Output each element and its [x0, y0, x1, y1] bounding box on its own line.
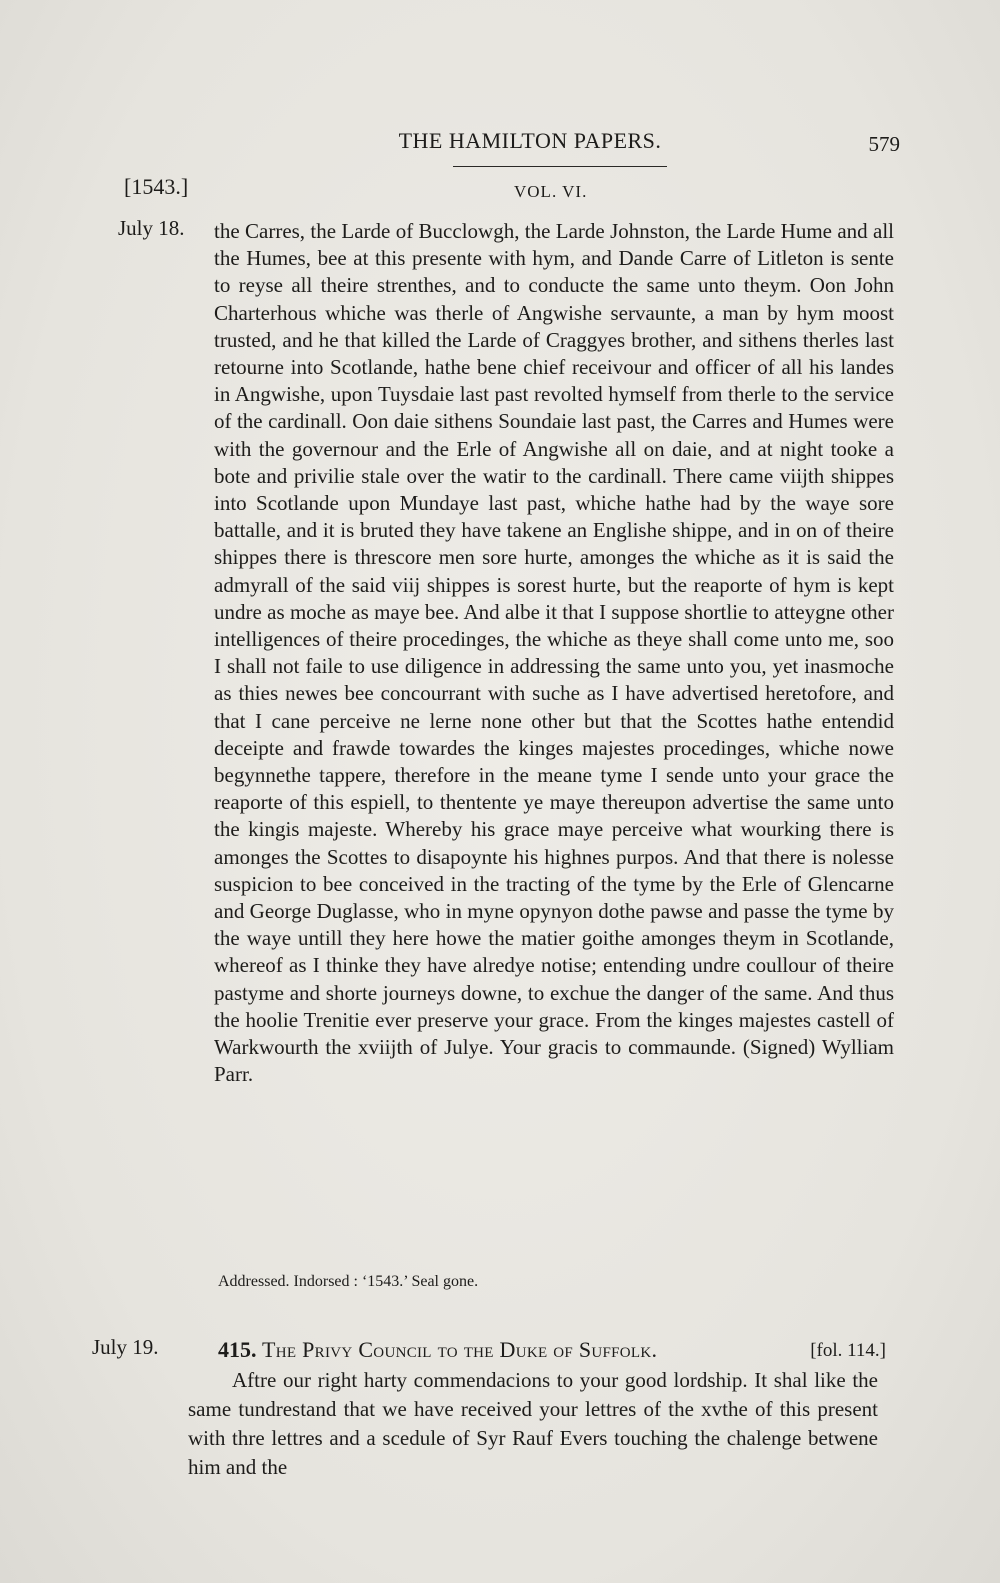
volume-label: VOL. VI.: [514, 182, 588, 201]
letter-text-2: Aftre our right harty commendacions to your good lordship. It shal like the same tundrestand that we have received your lettres of the xvthe of this present with thre lettres and a scedule of Syr Rauf Evers touching the chalenge betwene him and the: [188, 1368, 878, 1479]
document-number: 415.: [218, 1337, 257, 1362]
running-title: THE HAMILTON PAPERS.: [398, 128, 662, 153]
letter-body-privy-council: [188, 1366, 878, 1482]
document-heading: [218, 1337, 657, 1363]
endorsement-note: Addressed. Indorsed : ‘1543.’ Seal gone.: [218, 1273, 479, 1290]
year-label: [1543.]: [124, 174, 189, 199]
document-title: The Privy Council to the Duke of Suffolk.: [262, 1337, 658, 1362]
letter-body-parr: [214, 218, 894, 1089]
header-rule: [453, 166, 667, 167]
entry-date-july-19: July 19.: [92, 1335, 159, 1359]
folio-reference: [fol. 114.]: [810, 1340, 886, 1361]
entry-date-july-18: July 18.: [118, 216, 185, 240]
page-number: 579: [868, 132, 900, 156]
letter-text: the Carres, the Larde of Bucclowgh, the Larde Johnston, the Larde Hume and all the Humes, bee at this presente with hym, and Dande Carre of Litleton is sente to reyse all theire strenthes, and to conducte the same unto theym. Oon John Charterhous whiche was therle of Angwishe servaunte, a man by hym moost trusted, and he that killed the Larde of Craggyes brother, and sithens therles last retourne into Scotlande, hathe bene chief receivour and officer of all his landes in Angwishe, upon Tuysdaie last past revolted hymself from therle to the service of the cardinall. Oon daie sithens Soundaie last past, the Carres and Humes were with the governour and the Erle of Angwishe all on daie, and at night tooke a bote and privilie stale over the watir to the cardinall. There came viijth shippes into Scotlande upon Mundaye last past, whiche hathe had by the waye sore battalle, and it is bruted they have takene an Englishe shippe, and in on of theire shippes there is threscore men sore hurte, amonges the whiche as it is said the admyrall of the said viij shippes is sorest hurte, but the reaporte of hym is kept undre as moche as maye bee. And albe it that I suppose shortlie to atteygne other intelligences of theire procedinges, the whiche as theye shall come unto me, soo I shall not faile to use diligence in addressing the same unto you, yet inasmoche as thies newes bee concourrant with suche as I have advertised heretofore, and that I cane perceive ne lerne none other but that the Scottes hathe entendid deceipte and frawde towardes the kinges majestes procedinges, whiche nowe begynnethe tappere, therefore in the meane tyme I sende unto your grace the reaporte of this espiell, to thentente ye maye thereupon advertise the same unto the kingis majeste. Whereby his grace maye perceive what wourking there is amonges the Scottes to disapoynte his highnes purpos. And that there is nolesse suspicion to bee conceived in the tracting of the tyme by the Erle of Glencarne and George Duglasse, who in myne opynyon dothe pawse and passe the tyme by the waye untill they here howe the matier goithe amonges theym in Scotlande, whereof as I thinke they have alredye notise; entending undre coullour of theire pastyme and shorte journeys downe, to exchue the danger of the same. And thus the hoolie Trenitie ever preserve your grace. From the kinges majestes castell of Warkwourth the xviijth of Julye. Your gracis to commaunde. (Signed) Wylliam Parr.: [214, 219, 894, 1087]
